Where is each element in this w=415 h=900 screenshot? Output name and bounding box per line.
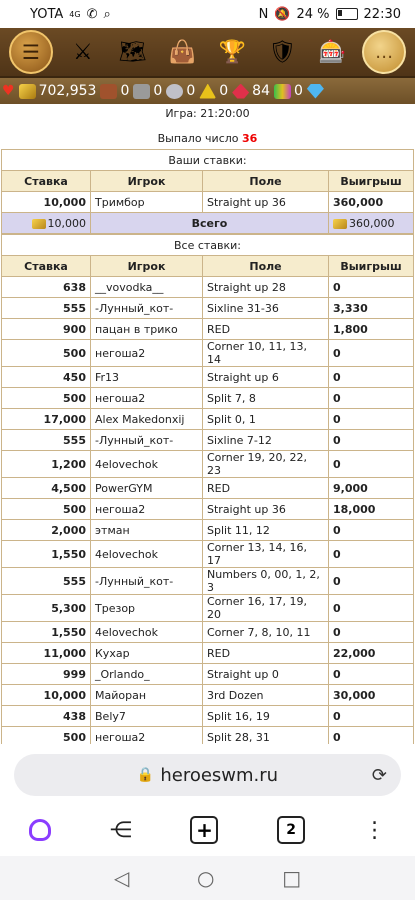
cell-stake: 555 xyxy=(2,568,91,595)
lock-icon: 🔒 xyxy=(136,767,155,783)
cell-field: Split 16, 19 xyxy=(203,706,329,727)
cell-player[interactable]: негоша2 xyxy=(91,499,203,520)
cell-field: Straight up 36 xyxy=(203,499,329,520)
cell-stake: 438 xyxy=(2,706,91,727)
cell-player[interactable]: 4elovechok xyxy=(91,622,203,643)
cell-field: Corner 7, 8, 10, 11 xyxy=(203,622,329,643)
cell-field: Split 0, 1 xyxy=(203,409,329,430)
table-row xyxy=(2,643,414,664)
sulfur-icon xyxy=(199,84,216,99)
carrier: YOTA xyxy=(30,6,64,22)
cell-player[interactable]: пацан в трико xyxy=(91,319,203,340)
all-bets-table xyxy=(1,234,414,744)
table-row xyxy=(2,319,414,340)
table-row: 10,000 Тримбор Straight up 36 360,000 xyxy=(2,192,414,213)
cell-stake: 555 xyxy=(2,430,91,451)
cell-player[interactable]: -Лунный_кот- xyxy=(91,298,203,319)
gold-icon xyxy=(32,219,46,229)
table-row xyxy=(2,430,414,451)
header-player: Игрок xyxy=(91,171,203,192)
cell-stake: 638 xyxy=(2,277,91,298)
ore-value: 0 xyxy=(153,83,163,99)
header-field: Поле xyxy=(203,256,329,277)
cell-field: RED xyxy=(203,478,329,499)
diamond-icon xyxy=(307,84,324,99)
cell-player[interactable]: 4elovechok xyxy=(91,451,203,478)
clock: 22:30 xyxy=(363,6,401,22)
url-text: heroeswm.ru xyxy=(160,764,279,786)
header-player: Игрок xyxy=(91,256,203,277)
sulfur-value: 0 xyxy=(219,83,229,99)
cell-field: Split 28, 31 xyxy=(203,727,329,745)
bag-icon[interactable]: 👜 xyxy=(168,39,197,65)
cell-player[interactable]: Трезор xyxy=(91,595,203,622)
battery-percent: 24 % xyxy=(296,6,330,22)
gold-value: 702,953 xyxy=(38,83,97,99)
cell-stake: 17,000 xyxy=(2,409,91,430)
battle-icon[interactable]: 🏆 xyxy=(218,39,247,65)
cell-win: 0 xyxy=(329,595,414,622)
table-row xyxy=(2,568,414,595)
alice-icon[interactable] xyxy=(29,819,51,841)
mercury-value: 0 xyxy=(186,83,196,99)
cell-win: 1,800 xyxy=(329,319,414,340)
share-icon[interactable]: ⋲ xyxy=(109,817,132,843)
recents-icon[interactable]: □ xyxy=(282,866,302,890)
menu-icon[interactable]: ☰ xyxy=(9,30,53,74)
new-tab-icon[interactable]: + xyxy=(190,816,218,844)
table-row xyxy=(2,409,414,430)
phone-icon: ✆ xyxy=(86,6,98,22)
map-icon[interactable]: 🗺 xyxy=(118,39,147,65)
nfc-icon: N xyxy=(258,6,269,22)
cell-win: 0 xyxy=(329,388,414,409)
table-row xyxy=(2,340,414,367)
cell-stake: 500 xyxy=(2,499,91,520)
cell-field: Split 7, 8 xyxy=(203,388,329,409)
cell-win: 0 xyxy=(329,520,414,541)
guild-icon[interactable]: 🛡 xyxy=(268,39,297,65)
cell-player[interactable]: негоша2 xyxy=(91,727,203,745)
table-row xyxy=(2,685,414,706)
table-row xyxy=(2,499,414,520)
cell-player[interactable]: _Orlando_ xyxy=(91,664,203,685)
cell-player[interactable]: Bely7 xyxy=(91,706,203,727)
cell-player[interactable]: PowerGYM xyxy=(91,478,203,499)
cell-stake: 450 xyxy=(2,367,91,388)
total-row: 10,000 Всего 360,000 xyxy=(2,213,414,234)
table-row xyxy=(2,298,414,319)
cell-win: 9,000 xyxy=(329,478,414,499)
drop-line xyxy=(0,124,415,149)
cell-field: Corner 16, 17, 19, 20 xyxy=(203,595,329,622)
cell-player[interactable]: __vovodka__ xyxy=(91,277,203,298)
crystal-value: 84 xyxy=(252,83,270,99)
resource-bar xyxy=(0,78,415,104)
mute-icon: 🔕 xyxy=(274,6,291,22)
cell-win: 0 xyxy=(329,622,414,643)
table-row xyxy=(2,277,414,298)
ore-icon xyxy=(133,84,150,99)
cell-field: Corner 19, 20, 22, 23 xyxy=(203,451,329,478)
game-time: Игра: 21:20:00 xyxy=(165,107,250,120)
cell-field: Straight up 0 xyxy=(203,664,329,685)
cell-field: Sixline 31-36 xyxy=(203,298,329,319)
game-toolbar xyxy=(0,28,415,78)
table-row xyxy=(2,520,414,541)
cell-player[interactable]: этман xyxy=(91,520,203,541)
battery-icon xyxy=(336,8,358,20)
cell-stake: 2,000 xyxy=(2,520,91,541)
chat-icon[interactable]: … xyxy=(362,30,406,74)
table-row xyxy=(2,451,414,478)
status-bar xyxy=(0,0,415,28)
table-row xyxy=(2,622,414,643)
cell-win: 0 xyxy=(329,727,414,745)
cell-field: Numbers 0, 00, 1, 2, 3 xyxy=(203,568,329,595)
cell-stake: 500 xyxy=(2,388,91,409)
cell-stake: 5,300 xyxy=(2,595,91,622)
cell-stake: 1,550 xyxy=(2,541,91,568)
header-stake: Ставка xyxy=(2,171,91,192)
roulette-icon[interactable]: 🎰 xyxy=(318,39,346,65)
wood-icon xyxy=(100,84,117,99)
browser-address-area xyxy=(0,744,415,806)
gold-icon xyxy=(333,219,347,229)
cell-field: Corner 10, 11, 13, 14 xyxy=(203,340,329,367)
cell-field: RED xyxy=(203,319,329,340)
cell-field: 3rd Dozen xyxy=(203,685,329,706)
cell-stake: 900 xyxy=(2,319,91,340)
home-icon[interactable]: ○ xyxy=(197,866,215,890)
cell-player[interactable]: -Лунный_кот- xyxy=(91,568,203,595)
reload-icon[interactable]: ⟳ xyxy=(371,764,387,786)
cell-win: 0 xyxy=(329,340,414,367)
header-win: Выигрыш xyxy=(329,171,414,192)
header-win: Выигрыш xyxy=(329,256,414,277)
cell-win: 0 xyxy=(329,706,414,727)
cell-player[interactable]: негоша2 xyxy=(91,388,203,409)
cell-stake: 500 xyxy=(2,340,91,367)
cell-stake: 555 xyxy=(2,298,91,319)
cell-field: Straight up 6 xyxy=(203,367,329,388)
wood-value: 0 xyxy=(120,83,130,99)
header-stake: Ставка xyxy=(2,256,91,277)
browser-toolbar xyxy=(0,806,415,854)
table-row xyxy=(2,541,414,568)
cell-stake: 10,000 xyxy=(2,685,91,706)
cell-win: 18,000 xyxy=(329,499,414,520)
cell-field: Split 11, 12 xyxy=(203,520,329,541)
drop-number: 36 xyxy=(242,132,258,145)
cell-stake: 11,000 xyxy=(2,643,91,664)
crystal-icon xyxy=(232,84,249,99)
cell-player[interactable]: -Лунный_кот- xyxy=(91,430,203,451)
cell-field: Straight up 28 xyxy=(203,277,329,298)
cell-player[interactable]: Кухар xyxy=(91,643,203,664)
table-row xyxy=(2,664,414,685)
cell-win: 0 xyxy=(329,409,414,430)
table-row xyxy=(2,388,414,409)
your-bets-title: Ваши ставки: xyxy=(2,150,414,171)
all-bets-title: Все ставки: xyxy=(2,235,414,256)
table-row xyxy=(2,727,414,745)
cell-player[interactable]: Fr13 xyxy=(91,367,203,388)
knight-icon[interactable]: ⚔ xyxy=(72,39,93,65)
tabs-button[interactable]: 2 xyxy=(277,816,305,844)
cell-win: 0 xyxy=(329,541,414,568)
back-icon[interactable]: ◁ xyxy=(113,866,130,890)
cell-win: 22,000 xyxy=(329,643,414,664)
gems-icon xyxy=(274,84,291,99)
cell-win: 0 xyxy=(329,367,414,388)
cell-field: Sixline 7-12 xyxy=(203,430,329,451)
cell-field: Corner 13, 14, 16, 17 xyxy=(203,541,329,568)
cell-win: 0 xyxy=(329,451,414,478)
cell-win: 0 xyxy=(329,430,414,451)
table-row xyxy=(2,478,414,499)
gems-value: 0 xyxy=(293,83,303,99)
cell-stake: 500 xyxy=(2,727,91,745)
table-row xyxy=(2,706,414,727)
your-bets-table xyxy=(1,149,414,234)
cell-stake: 999 xyxy=(2,664,91,685)
signal-icon: 4G xyxy=(69,9,81,19)
gold-icon xyxy=(19,84,36,99)
cell-player[interactable]: 4elovechok xyxy=(91,541,203,568)
heart-icon: ♥ xyxy=(2,83,15,99)
table-row xyxy=(2,367,414,388)
system-nav-bar xyxy=(0,856,415,900)
mercury-icon xyxy=(166,84,183,99)
cell-player[interactable]: негоша2 xyxy=(91,340,203,367)
cell-field: RED xyxy=(203,643,329,664)
cell-win: 0 xyxy=(329,568,414,595)
cell-win: 0 xyxy=(329,277,414,298)
cell-player[interactable]: Майоран xyxy=(91,685,203,706)
cell-player[interactable]: Alex Makedonxij xyxy=(91,409,203,430)
cell-win: 0 xyxy=(329,664,414,685)
cell-win: 30,000 xyxy=(329,685,414,706)
header-field: Поле xyxy=(203,171,329,192)
drop-label: Выпало число xyxy=(157,132,239,145)
table-row xyxy=(2,595,414,622)
cell-stake: 1,200 xyxy=(2,451,91,478)
roulette-results xyxy=(0,104,415,744)
cell-win: 3,330 xyxy=(329,298,414,319)
cell-stake: 4,500 xyxy=(2,478,91,499)
cell-stake: 1,550 xyxy=(2,622,91,643)
address-bar[interactable] xyxy=(14,754,401,796)
search-icon: ⌕ xyxy=(103,6,111,22)
more-icon[interactable]: ⋮ xyxy=(363,817,386,843)
